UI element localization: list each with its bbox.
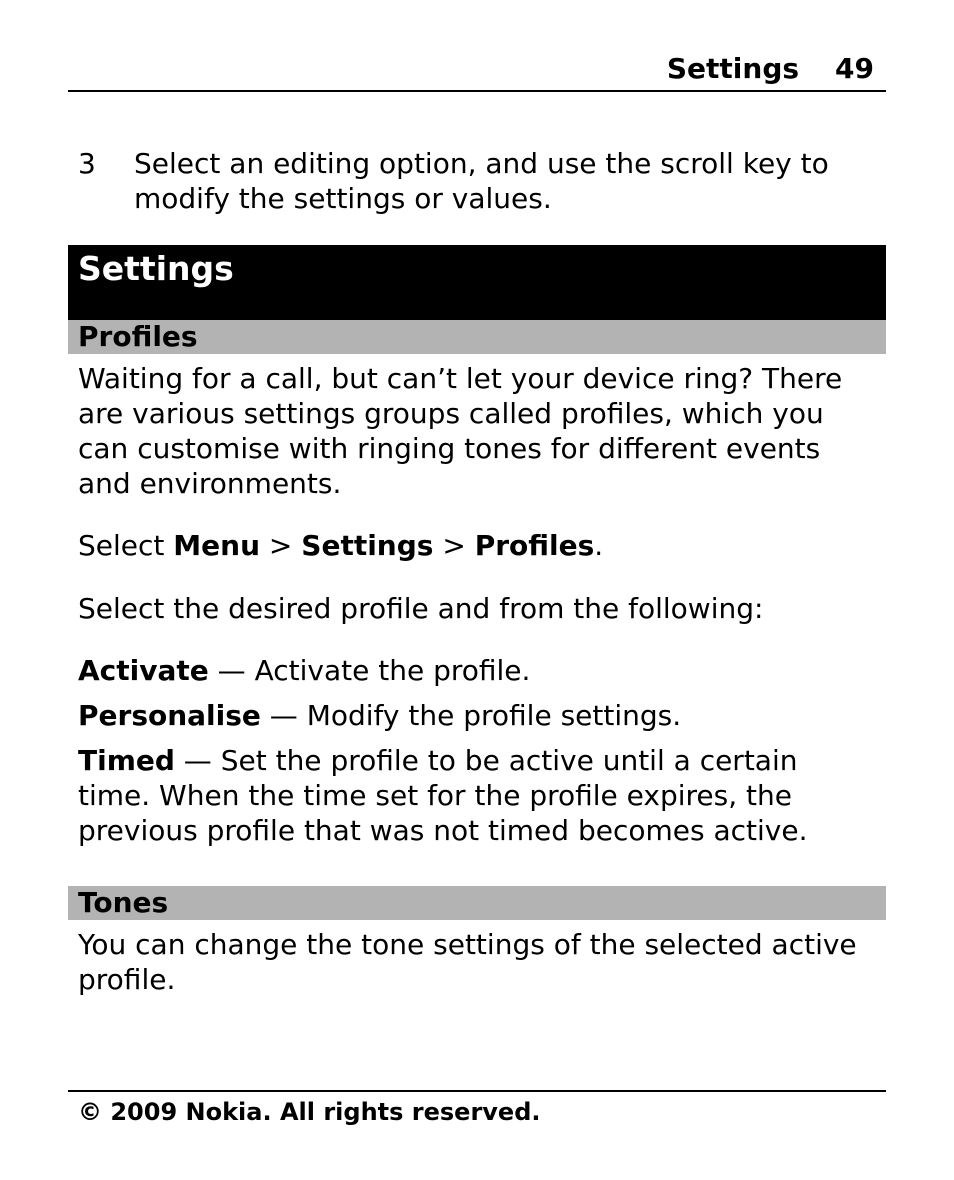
option-timed	[78, 743, 878, 848]
menu-path-settings: Settings	[301, 529, 434, 562]
option-term: Timed	[78, 744, 175, 777]
tones-heading: Tones	[78, 886, 169, 919]
section-title: Settings	[78, 249, 234, 288]
menu-path-prefix: Select	[78, 529, 174, 562]
option-description: — Activate the profile.	[208, 654, 531, 687]
tones-heading-bar	[68, 886, 886, 920]
option-activate	[78, 653, 878, 688]
select-profile-text: Select the desired profile and from the following:	[78, 592, 764, 625]
copyright-text: © 2009 Nokia. All rights reserved.	[78, 1098, 541, 1126]
profiles-intro: Waiting for a call, but can’t let your device ring? There are various settings groups called profiles, which you can customise with ringing tones for different events and environments.	[78, 362, 843, 500]
step-number: 3	[78, 147, 96, 180]
header-title: Settings	[666, 52, 800, 85]
menu-path-profiles: Profiles	[474, 529, 595, 562]
step-item	[78, 146, 878, 216]
option-term: Personalise	[78, 699, 261, 732]
profiles-heading-bar	[68, 320, 886, 354]
menu-path-separator: >	[260, 529, 302, 562]
option-description: — Modify the profile settings.	[260, 699, 682, 732]
page-number: 49	[835, 52, 874, 85]
option-personalise	[78, 698, 878, 733]
step-text: Select an editing option, and use the scroll key to modify the settings or values.	[134, 147, 829, 215]
page-header	[68, 52, 886, 92]
menu-path-menu: Menu	[173, 529, 261, 562]
page-footer	[68, 1090, 886, 1126]
tones-text: You can change the tone settings of the selected active profile.	[78, 928, 857, 996]
header-text	[667, 52, 874, 86]
option-term: Activate	[78, 654, 209, 687]
menu-path-separator: >	[433, 529, 475, 562]
menu-path-end: .	[594, 529, 604, 562]
section-heading-bar	[68, 245, 886, 320]
menu-path	[78, 528, 878, 563]
profiles-heading: Profiles	[78, 320, 198, 353]
option-description: — Set the profile to be active until a certain time. When the time set for the profile expires, the previous profile that was not timed becomes active.	[78, 744, 808, 847]
